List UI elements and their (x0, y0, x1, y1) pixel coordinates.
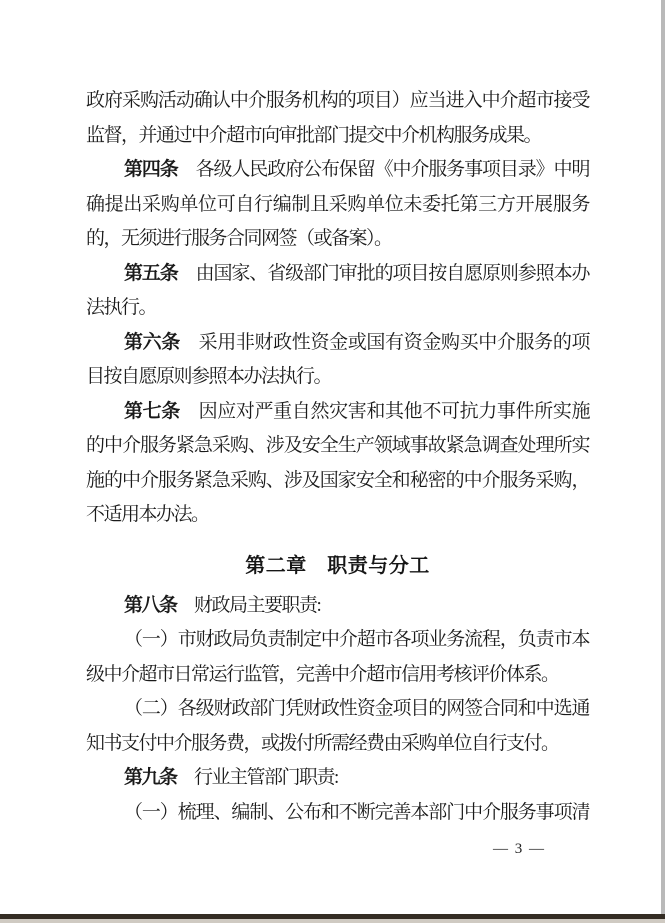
text-line-content: 的，无须进行服务合同网签（或备案）。 (86, 228, 392, 249)
article-number: 第八条 (124, 594, 177, 616)
text-line (86, 623, 589, 658)
text-line-content: 政府采购活动确认中介服务机构的项目）应当进入中介超市接受 (86, 90, 589, 111)
text-line-content: 确提出采购单位可自行编制且采购单位未委托第三方开展服务 (86, 193, 589, 215)
article-number: 第六条 (124, 331, 180, 353)
text-line (86, 222, 589, 257)
text-line-content: 各级人民政府公布保留《中介服务事项目录》中明 (177, 159, 589, 180)
text-line-content: 监督，并通过中介超市向审批部门提交中介机构服务成果。 (86, 124, 542, 146)
text-line (86, 727, 589, 762)
text-line-content: 财政局主要职责: (176, 594, 321, 616)
text-line-content: 不适用本办法。 (86, 504, 209, 525)
text-line (86, 658, 589, 693)
text-line (86, 395, 589, 430)
text-line-content: 知书支付中介服务费，或拨付所需经费由采购单位自行支付。 (86, 732, 559, 754)
text-line-content: （二）各级财政部门凭财政性资金项目的网签合同和中选通 (124, 698, 589, 719)
text-line (86, 464, 589, 499)
text-line (86, 360, 589, 395)
scan-edge-right (661, 0, 665, 923)
text-line (86, 153, 589, 188)
page-number: — 3 — (493, 841, 546, 857)
text-line-content: 级中介超市日常运行监管，完善中介超市信用考核评价体系。 (86, 663, 559, 685)
article-number: 第七条 (124, 400, 180, 422)
text-line (86, 429, 589, 464)
text-line-content: 法执行。 (86, 297, 157, 318)
text-line (86, 257, 589, 292)
article-number: 第五条 (124, 262, 178, 284)
text-line-content: 行业主管部门职责: (176, 767, 338, 788)
text-line (86, 119, 589, 154)
text-line (86, 589, 589, 624)
scan-edge-bottom-shadow (0, 919, 665, 923)
text-line (86, 796, 589, 831)
article-number: 第四条 (124, 159, 178, 180)
text-line-content: （一）梳理、编制、公布和不断完善本部门中介服务事项清 (124, 801, 589, 823)
text-line (86, 291, 589, 326)
text-line (86, 761, 589, 796)
text-line-content: 施的中介服务紧急采购、涉及国家安全和秘密的中介服务采购， (86, 469, 589, 491)
text-line (86, 692, 589, 727)
text-line-content: 因应对严重自然灾害和其他不可抗力事件所实施 (179, 400, 589, 422)
article-number: 第九条 (124, 767, 177, 788)
text-line-content: 的中介服务紧急采购、涉及安全生产领域事故紧急调查处理所实 (86, 435, 589, 456)
text-line-content: 采用非财政性资金或国有资金购买中介服务的项 (179, 331, 589, 353)
text-line-content: 目按自愿原则参照本办法执行。 (86, 366, 332, 387)
text-line (86, 84, 589, 119)
chapter-heading: 第二章 职责与分工 (245, 554, 430, 577)
text-line-content: 由国家、省级部门审批的项目按自愿原则参照本办 (177, 262, 589, 284)
text-line (86, 326, 589, 361)
text-line (86, 188, 589, 223)
text-line-content: （一）市财政局负责制定中介超市各项业务流程，负责市本 (124, 629, 589, 650)
document-body (86, 84, 589, 830)
text-line (86, 498, 589, 533)
